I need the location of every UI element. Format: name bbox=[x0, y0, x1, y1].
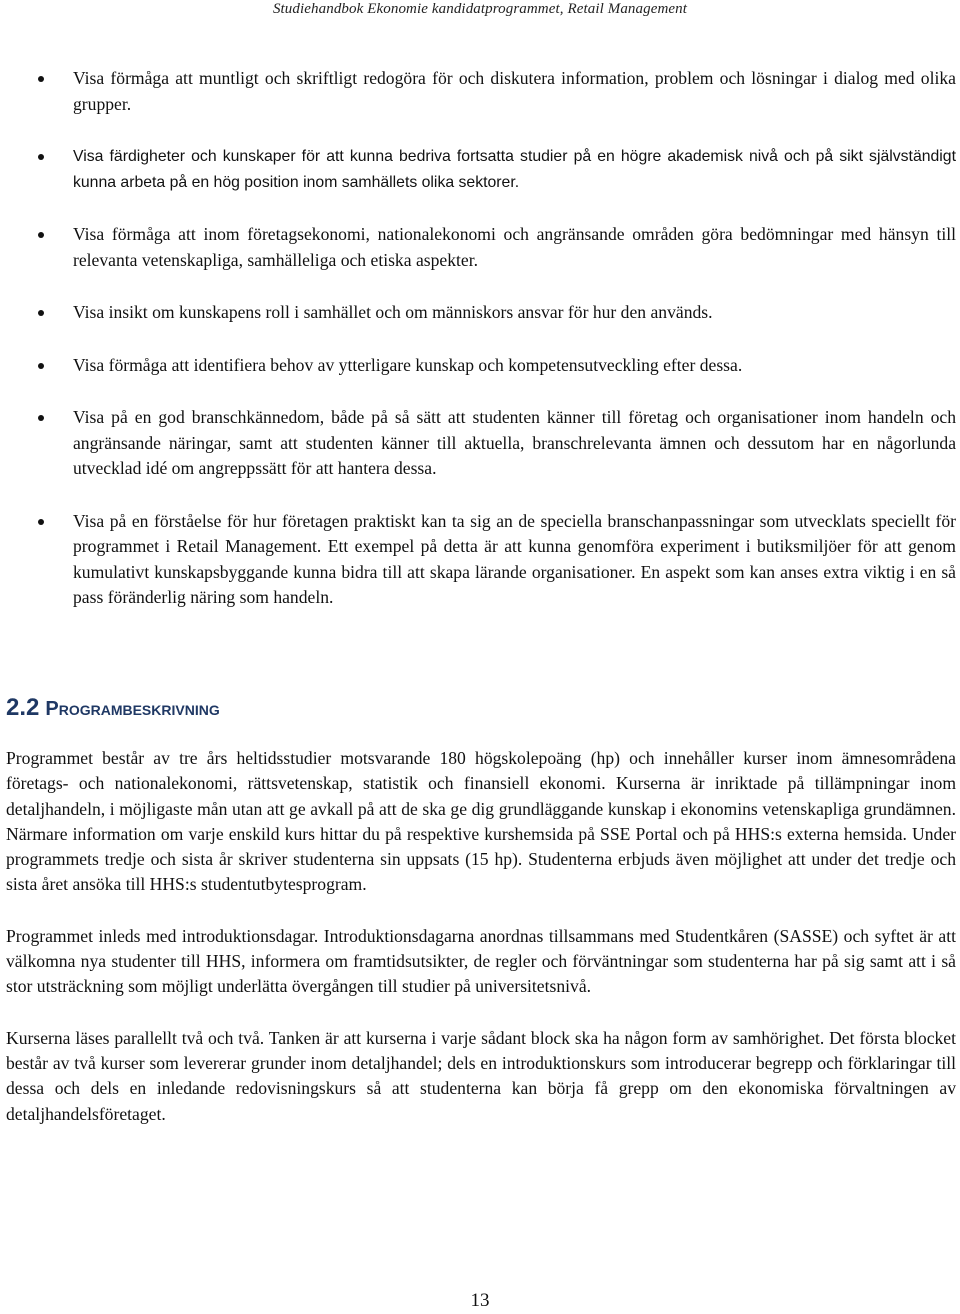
list-item bbox=[0, 66, 960, 117]
list-item bbox=[0, 509, 960, 611]
list-item-text: Visa förmåga att inom företagsekonomi, nationalekonomi och angränsande områden göra bedömningar med hänsyn till relevanta vetenskapliga, samhälleliga och etiska aspekter. bbox=[73, 224, 956, 270]
list-item-text: Visa insikt om kunskapens roll i samhället och om människors ansvar för hur den används. bbox=[73, 302, 713, 322]
paragraph: Programmet består av tre års heltidsstudier motsvarande 180 högskolepoäng (hp) och innehåller kurser inom ämnesområdena företags- och nationalekonomi, rättsvetenskap, statistik och finansiell ekonomi. Kurserna är inriktade på tillämpningar inom detaljhandeln, i möjligaste mån utan att ge avkall på att de ska ge dig grundläggande kunskap i ekonomins vetenskapliga grundämnen. Närmare information om varje enskild kurs hittar du på respektive kurshemsida på SSE Portal och på HHS:s externa hemsida. Under programmets tredje och sista år skriver studenterna sin uppsats (15 hp). Studenterna erbjuds även möjlighet att under det tredje och sista året ansöka till HHS:s studentutbytesprogram. bbox=[6, 748, 956, 895]
list-item-text: Visa på en god branschkännedom, både på så sätt att studenten känner till företag och organisationer inom handeln och angränsande näringar, samt att studenten känner till aktuella, branschrelevanta ämnen och dessutom har en någorlunda utvecklad idé om angreppssätt för att hantera dessa. bbox=[73, 407, 956, 478]
list-item bbox=[0, 300, 960, 326]
list-item-text: Visa förmåga att muntligt och skriftligt redogöra för och diskutera information, problem och lösningar i dialog med olika grupper. bbox=[73, 68, 956, 114]
list-item bbox=[0, 222, 960, 273]
list-item bbox=[0, 144, 960, 195]
learning-outcomes-list bbox=[0, 66, 960, 638]
bullet-icon bbox=[38, 154, 44, 160]
bullet-icon bbox=[38, 76, 44, 82]
program-description bbox=[6, 746, 956, 1153]
bullet-icon bbox=[38, 519, 44, 525]
bullet-icon bbox=[38, 232, 44, 238]
bullet-icon bbox=[38, 415, 44, 421]
paragraph: Kurserna läses parallellt två och två. Tanken är att kurserna i varje sådant block ska ha någon form av samhörighet. Det första blocket består av två kurser som levererar grunder inom detaljhandel; dels en introduktionskurs som introducerar begrepp och förklaringar till dessa och dels en inledande redovisningskurs så att studenterna kan börja få grepp om den ekonomiska förvaltningen av detaljhandelsföretaget. bbox=[6, 1027, 956, 1124]
section-heading bbox=[6, 694, 220, 722]
list-item bbox=[0, 405, 960, 482]
bullet-icon bbox=[38, 363, 44, 369]
list-item-text: Visa färdigheter och kunskaper för att kunna bedriva fortsatta studier på en högre akademisk nivå och på sikt självständigt kunna arbeta på en hög position inom samhällets olika sektorer. bbox=[73, 148, 956, 191]
section-title: Programbeskrivning bbox=[45, 698, 220, 720]
list-item-text: Visa förmåga att identifiera behov av ytterligare kunskap och kompetensutveckling efter dessa. bbox=[73, 354, 743, 375]
list-item bbox=[0, 353, 960, 379]
list-item-text: Visa på en förståelse för hur företagen praktiskt kan ta sig an de speciella branschanpassningar som utvecklats speciellt för programmet i Retail Management. Ett exempel på detta är att kunna genomföra experiment i butiksmiljöer för att genom kumulativt kunskapsbyggande kunna bidra till att skapa lärande organisationer. En aspekt som kan anses extra viktig i en så pass föränderlig näring som handeln. bbox=[73, 510, 956, 607]
bullet-icon bbox=[38, 310, 44, 316]
paragraph: Programmet inleds med introduktionsdagar. Introduktionsdagarna anordnas tillsammans med Studentkåren (SASSE) och syftet är att välkomna nya studenter till HHS, informera om framtidsutsikter, de regler och förväntningar som studenterna har på sig samt att i så stor utsträckning som möjligt underlätta övergången till studier på universitetsnivå. bbox=[6, 925, 956, 997]
section-number: 2.2 bbox=[6, 694, 40, 721]
running-header: Studiehandbok Ekonomie kandidatprogrammet, Retail Management bbox=[272, 1, 688, 17]
page-number: 13 bbox=[470, 1290, 490, 1311]
